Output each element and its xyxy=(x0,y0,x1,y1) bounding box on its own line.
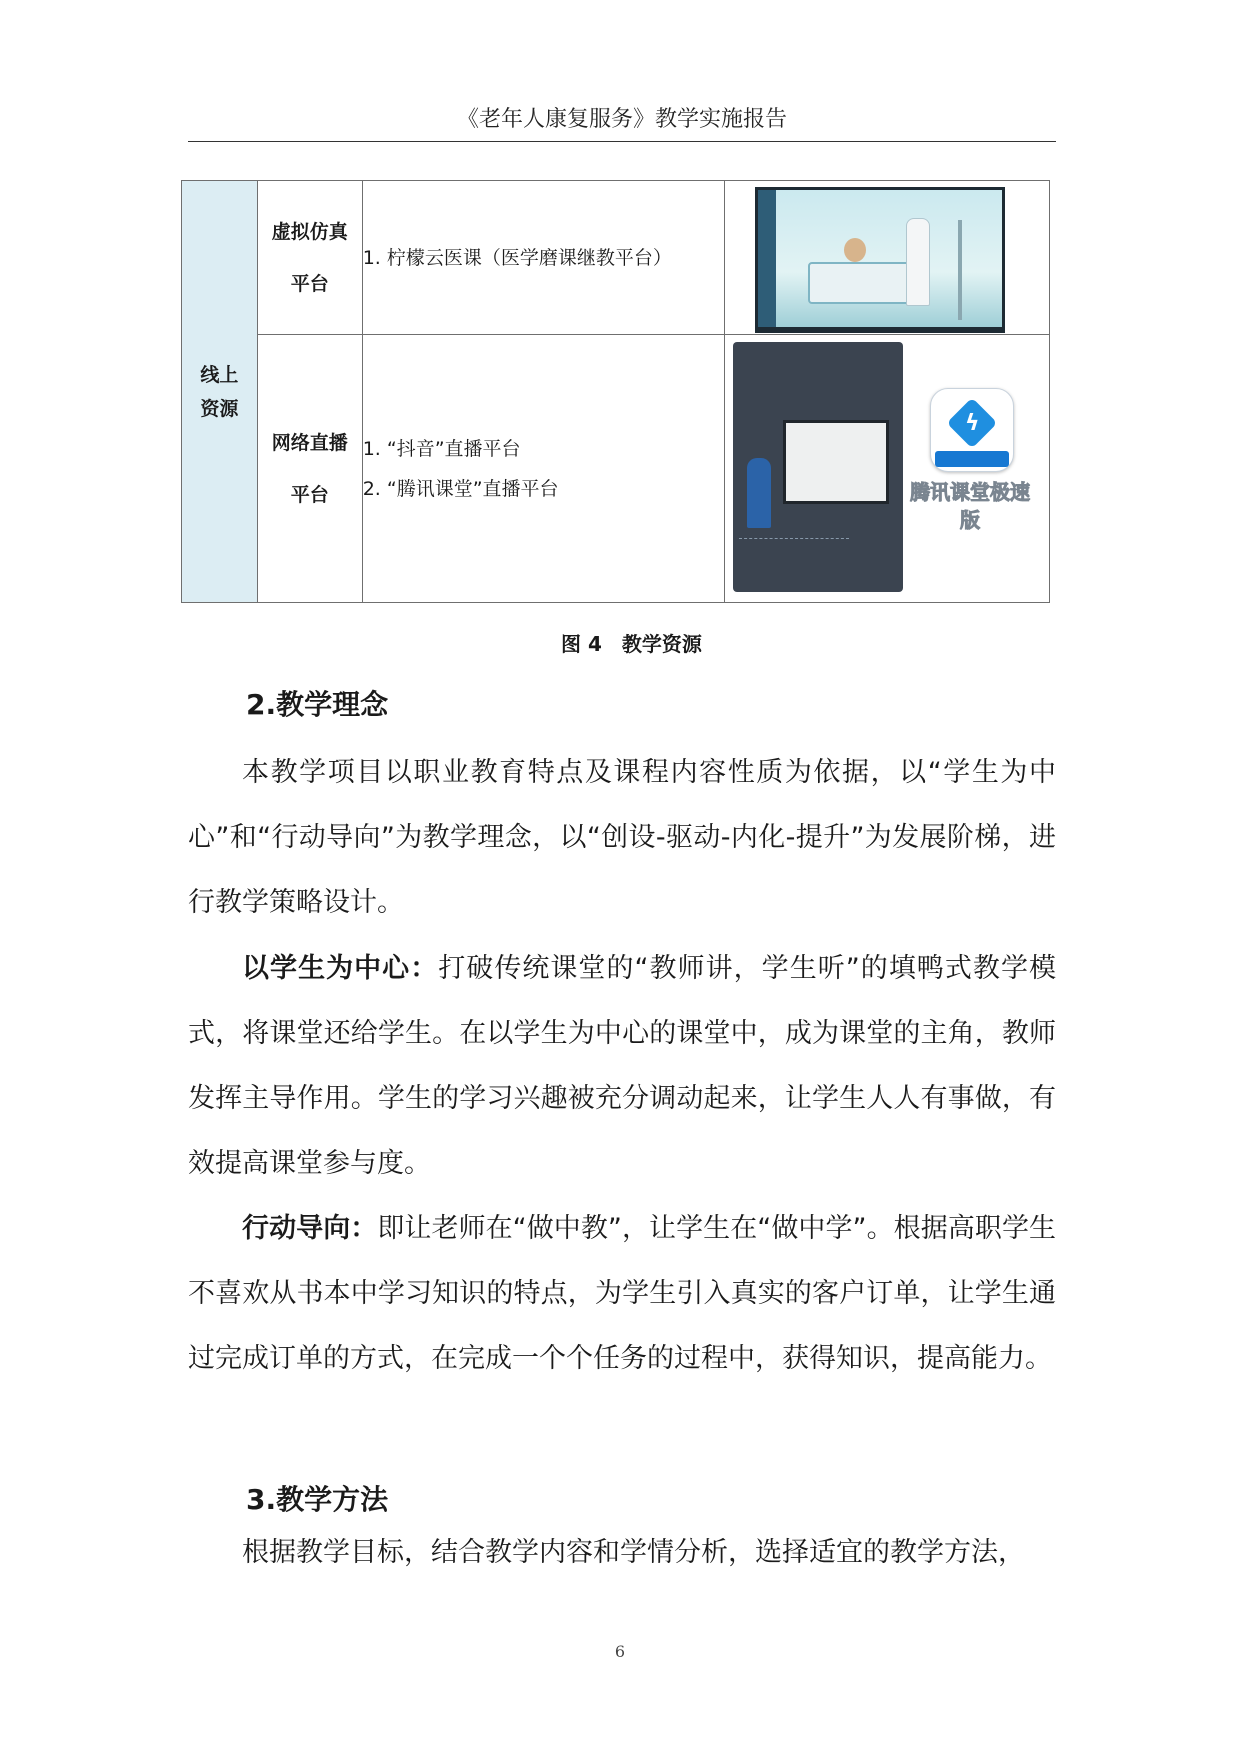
figure-caption: 图 4 教学资源 xyxy=(561,632,702,656)
items-text: 1. “抖音”直播平台 2. “腾讯课堂”直播平台 xyxy=(362,437,559,500)
nurse-figure xyxy=(906,218,930,306)
subcategory-label: 虚拟仿真 平台 xyxy=(271,220,348,295)
app-tag xyxy=(935,451,1009,467)
subcategory-label: 网络直播 平台 xyxy=(271,431,348,506)
page-number: 6 xyxy=(614,1642,626,1661)
header-rule xyxy=(188,141,1056,142)
paragraph-student-centered xyxy=(188,936,1056,1196)
iv-stand xyxy=(958,220,962,320)
items-text: 1. 柠檬云医课（医学磨课继教平台） xyxy=(362,246,672,269)
subcategory-cell-live-stream xyxy=(257,335,362,603)
items-cell-virtual-sim xyxy=(362,181,724,335)
tencent-classroom-app-icon xyxy=(930,388,1014,472)
category-cell-online-resources xyxy=(182,181,258,603)
live-stream-screenshot xyxy=(733,342,903,592)
paragraph-philosophy-intro: 本教学项目以职业教育特点及课程内容性质为依据，以“学生为中心”和“行动导向”为教学理念，以“创设-驱动-内化-提升”为发展阶梯，进行教学策略设计。 xyxy=(188,757,1056,918)
hospital-bed xyxy=(808,262,912,304)
text-student-centered: 打破传统课堂的“教师讲，学生听”的填鸭式教学模式，将课堂还给学生。在以学生为中心的课堂中，成为课堂的主角，教师发挥主导作用。学生的学习兴趣被充分调动起来，让学生人人有事做，有效提高课堂参与度。 xyxy=(188,953,1056,1179)
patient-figure xyxy=(844,238,866,262)
picture-cell-virtual-sim xyxy=(725,181,1050,335)
items-cell-live-stream xyxy=(362,335,724,603)
virtual-ward-screenshot xyxy=(755,187,1005,333)
teaching-resources-table xyxy=(181,180,1050,603)
teacher-figure xyxy=(747,458,771,528)
section-heading-teaching-philosophy: 2.教学理念 xyxy=(246,688,389,721)
lead-student-centered: 以学生为中心： xyxy=(242,953,439,984)
chat-area xyxy=(739,538,849,579)
lead-action-oriented: 行动导向： xyxy=(242,1213,378,1244)
projector-screen xyxy=(783,420,889,504)
sim-sidebar xyxy=(758,190,776,327)
paragraph-action-oriented xyxy=(188,1196,1056,1391)
bolt-icon: ϟ xyxy=(965,411,980,436)
text-action-oriented: 即让老师在“做中教”，让学生在“做中学”。根据高职学生不喜欢从书本中学习知识的特点，为学生引入真实的客户订单，让学生通过完成订单的方式，在完成一个个任务的过程中，获得知识，提高能力。 xyxy=(188,1213,1057,1374)
app-name-label: 腾讯课堂极速版 xyxy=(910,480,1030,532)
section-heading-teaching-methods: 3.教学方法 xyxy=(246,1483,389,1516)
paragraph-methods-intro: 根据教学目标，结合教学内容和学情分析，选择适宜的教学方法， xyxy=(242,1537,1025,1568)
category-label: 线上 资源 xyxy=(200,363,239,420)
running-header: 《老年人康复服务》教学实施报告 xyxy=(456,107,787,132)
subcategory-cell-virtual-sim xyxy=(257,181,362,335)
